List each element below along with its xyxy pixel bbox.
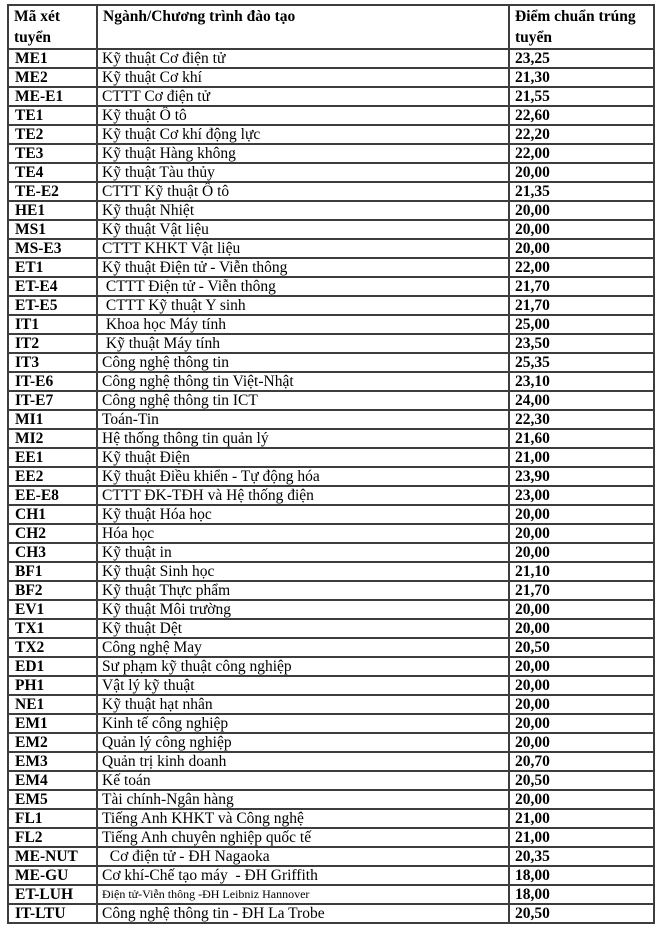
program-cell: Tài chính-Ngân hàng	[97, 790, 509, 809]
program-cell: Kỹ thuật Điều khiển - Tự động hóa	[97, 467, 509, 486]
table-row	[8, 220, 654, 239]
score-cell: 22,00	[509, 258, 654, 277]
program-cell: Kỹ thuật Môi trường	[97, 600, 509, 619]
score-cell: 21,35	[509, 182, 654, 201]
score-cell: 18,00	[509, 885, 654, 904]
score-cell: 20,00	[509, 790, 654, 809]
score-cell: 23,25	[509, 49, 654, 68]
score-cell: 22,20	[509, 125, 654, 144]
code-cell: ET1	[8, 258, 97, 277]
code-cell: IT3	[8, 353, 97, 372]
table-row	[8, 828, 654, 847]
table-row	[8, 847, 654, 866]
code-cell: ME-GU	[8, 866, 97, 885]
program-cell: Kỹ thuật Hóa học	[97, 505, 509, 524]
program-cell: CTTT Điện tử - Viễn thông	[97, 277, 509, 296]
code-cell: ME1	[8, 49, 97, 68]
table-row	[8, 866, 654, 885]
admission-scores-table	[7, 4, 655, 924]
header-row	[8, 5, 654, 49]
program-cell: Cơ điện tử - ĐH Nagaoka	[97, 847, 509, 866]
code-cell: EM4	[8, 771, 97, 790]
program-cell: Kỹ thuật Điện	[97, 448, 509, 467]
table-row	[8, 334, 654, 353]
code-cell: IT2	[8, 334, 97, 353]
score-cell: 20,70	[509, 752, 654, 771]
program-cell: CTTT KHKT Vật liệu	[97, 239, 509, 258]
score-cell: 20,50	[509, 638, 654, 657]
table-row	[8, 410, 654, 429]
code-cell: EM5	[8, 790, 97, 809]
score-cell: 21,70	[509, 581, 654, 600]
score-cell: 22,00	[509, 144, 654, 163]
code-cell: FL2	[8, 828, 97, 847]
program-cell: Kỹ thuật hạt nhân	[97, 695, 509, 714]
code-cell: BF2	[8, 581, 97, 600]
code-cell: CH2	[8, 524, 97, 543]
table-row	[8, 752, 654, 771]
table-row	[8, 600, 654, 619]
code-cell: TE1	[8, 106, 97, 125]
program-cell: CTTT ĐK-TĐH và Hệ thống điện	[97, 486, 509, 505]
score-cell: 20,00	[509, 676, 654, 695]
score-cell: 20,00	[509, 505, 654, 524]
table-body	[8, 49, 654, 923]
score-cell: 18,00	[509, 866, 654, 885]
table-row	[8, 144, 654, 163]
code-cell: PH1	[8, 676, 97, 695]
score-cell: 20,00	[509, 619, 654, 638]
table-row	[8, 106, 654, 125]
code-cell: HE1	[8, 201, 97, 220]
table-row	[8, 372, 654, 391]
score-cell: 23,50	[509, 334, 654, 353]
table-row	[8, 581, 654, 600]
code-cell: TE3	[8, 144, 97, 163]
score-cell: 21,10	[509, 562, 654, 581]
code-cell: ME2	[8, 68, 97, 87]
table-row	[8, 714, 654, 733]
score-cell: 21,60	[509, 429, 654, 448]
code-cell: MS-E3	[8, 239, 97, 258]
code-cell: ME-E1	[8, 87, 97, 106]
table-row	[8, 182, 654, 201]
table-row	[8, 524, 654, 543]
score-cell: 20,00	[509, 657, 654, 676]
code-cell: BF1	[8, 562, 97, 581]
score-cell: 20,50	[509, 904, 654, 923]
table-row	[8, 790, 654, 809]
score-cell: 20,00	[509, 600, 654, 619]
code-cell: MI2	[8, 429, 97, 448]
code-cell: IT1	[8, 315, 97, 334]
code-cell: ET-E4	[8, 277, 97, 296]
program-cell: Cơ khí-Chế tạo máy - ĐH Griffith	[97, 866, 509, 885]
score-cell: 21,70	[509, 277, 654, 296]
code-cell: EE-E8	[8, 486, 97, 505]
table-row	[8, 429, 654, 448]
program-cell: Kỹ thuật Điện tử - Viễn thông	[97, 258, 509, 277]
program-cell: Khoa học Máy tính	[97, 315, 509, 334]
program-cell: Kỹ thuật Tàu thủy	[97, 163, 509, 182]
table-row	[8, 809, 654, 828]
score-cell: 20,00	[509, 163, 654, 182]
score-cell: 20,00	[509, 543, 654, 562]
program-cell: Công nghệ thông tin	[97, 353, 509, 372]
program-cell: CTTT Kỹ thuật Y sinh	[97, 296, 509, 315]
table-row	[8, 448, 654, 467]
column-header-code: Mã xét tuyển	[8, 5, 97, 49]
code-cell: TE-E2	[8, 182, 97, 201]
table-row	[8, 258, 654, 277]
code-cell: MS1	[8, 220, 97, 239]
program-cell: Kỹ thuật Thực phẩm	[97, 581, 509, 600]
score-cell: 20,00	[509, 220, 654, 239]
table-row	[8, 657, 654, 676]
table-row	[8, 885, 654, 904]
code-cell: NE1	[8, 695, 97, 714]
score-cell: 21,70	[509, 296, 654, 315]
score-cell: 20,00	[509, 695, 654, 714]
code-cell: EM3	[8, 752, 97, 771]
program-cell: Kinh tế công nghiệp	[97, 714, 509, 733]
code-cell: TX2	[8, 638, 97, 657]
table-row	[8, 353, 654, 372]
table-row	[8, 49, 654, 68]
program-cell: Kỹ thuật Cơ điện tử	[97, 49, 509, 68]
table-row	[8, 467, 654, 486]
code-cell: IT-E6	[8, 372, 97, 391]
score-cell: 20,50	[509, 771, 654, 790]
table-row	[8, 277, 654, 296]
score-cell: 25,00	[509, 315, 654, 334]
score-cell: 20,00	[509, 733, 654, 752]
table-row	[8, 676, 654, 695]
table-row	[8, 87, 654, 106]
score-cell: 22,30	[509, 410, 654, 429]
code-cell: ET-LUH	[8, 885, 97, 904]
program-cell: Công nghệ May	[97, 638, 509, 657]
column-header-score: Điểm chuẩn trúng tuyển	[509, 5, 654, 49]
program-cell: Kỹ thuật Cơ khí	[97, 68, 509, 87]
code-cell: EE2	[8, 467, 97, 486]
score-cell: 20,35	[509, 847, 654, 866]
program-cell: Công nghệ thông tin ICT	[97, 391, 509, 410]
code-cell: TX1	[8, 619, 97, 638]
table-row	[8, 125, 654, 144]
table-row	[8, 562, 654, 581]
score-cell: 24,00	[509, 391, 654, 410]
program-cell: Hóa học	[97, 524, 509, 543]
code-cell: TE4	[8, 163, 97, 182]
table-row	[8, 201, 654, 220]
table-row	[8, 505, 654, 524]
table-row	[8, 619, 654, 638]
table-row	[8, 296, 654, 315]
table-row	[8, 163, 654, 182]
code-cell: IT-E7	[8, 391, 97, 410]
code-cell: EM1	[8, 714, 97, 733]
table-row	[8, 239, 654, 258]
score-cell: 23,00	[509, 486, 654, 505]
score-cell: 21,00	[509, 448, 654, 467]
code-cell: EM2	[8, 733, 97, 752]
column-header-program: Ngành/Chương trình đào tạo	[97, 5, 509, 49]
program-cell: Kỹ thuật Sinh học	[97, 562, 509, 581]
table-row	[8, 543, 654, 562]
program-cell: Kỹ thuật Vật liệu	[97, 220, 509, 239]
program-cell: Kỹ thuật Dệt	[97, 619, 509, 638]
table-row	[8, 486, 654, 505]
table-row	[8, 771, 654, 790]
program-cell: Tiếng Anh chuyên nghiệp quốc tế	[97, 828, 509, 847]
code-cell: IT-LTU	[8, 904, 97, 923]
code-cell: MI1	[8, 410, 97, 429]
program-cell: Quản trị kinh doanh	[97, 752, 509, 771]
table-row	[8, 638, 654, 657]
score-cell: 23,90	[509, 467, 654, 486]
program-cell: Kỹ thuật Hàng không	[97, 144, 509, 163]
score-cell: 22,60	[509, 106, 654, 125]
table-row	[8, 315, 654, 334]
table-row	[8, 695, 654, 714]
score-cell: 20,00	[509, 714, 654, 733]
code-cell: ME-NUT	[8, 847, 97, 866]
score-cell: 25,35	[509, 353, 654, 372]
program-cell: CTTT Cơ điện tử	[97, 87, 509, 106]
code-cell: ET-E5	[8, 296, 97, 315]
program-cell: Hệ thống thông tin quản lý	[97, 429, 509, 448]
program-cell: CTTT Kỹ thuật Ô tô	[97, 182, 509, 201]
code-cell: FL1	[8, 809, 97, 828]
program-cell: Kỹ thuật Cơ khí động lực	[97, 125, 509, 144]
score-cell: 20,00	[509, 201, 654, 220]
program-cell: Công nghệ thông tin - ĐH La Trobe	[97, 904, 509, 923]
program-cell: Kế toán	[97, 771, 509, 790]
score-cell: 21,00	[509, 809, 654, 828]
score-cell: 20,00	[509, 239, 654, 258]
program-cell: Điện tử-Viễn thông -ĐH Leibniz Hannover	[97, 885, 509, 904]
score-cell: 21,30	[509, 68, 654, 87]
code-cell: EV1	[8, 600, 97, 619]
code-cell: ED1	[8, 657, 97, 676]
code-cell: CH1	[8, 505, 97, 524]
program-cell: Vật lý kỹ thuật	[97, 676, 509, 695]
code-cell: EE1	[8, 448, 97, 467]
program-cell: Kỹ thuật in	[97, 543, 509, 562]
program-cell: Sư phạm kỹ thuật công nghiệp	[97, 657, 509, 676]
score-cell: 21,00	[509, 828, 654, 847]
program-cell: Quản lý công nghiệp	[97, 733, 509, 752]
score-cell: 23,10	[509, 372, 654, 391]
table-row	[8, 733, 654, 752]
score-cell: 21,55	[509, 87, 654, 106]
program-cell: Kỹ thuật Nhiệt	[97, 201, 509, 220]
score-cell: 20,00	[509, 524, 654, 543]
program-cell: Công nghệ thông tin Việt-Nhật	[97, 372, 509, 391]
table-row	[8, 904, 654, 923]
program-cell: Kỹ thuật Ô tô	[97, 106, 509, 125]
table-row	[8, 68, 654, 87]
code-cell: TE2	[8, 125, 97, 144]
code-cell: CH3	[8, 543, 97, 562]
program-cell: Toán-Tin	[97, 410, 509, 429]
table-row	[8, 391, 654, 410]
program-cell: Tiếng Anh KHKT và Công nghệ	[97, 809, 509, 828]
program-cell: Kỹ thuật Máy tính	[97, 334, 509, 353]
